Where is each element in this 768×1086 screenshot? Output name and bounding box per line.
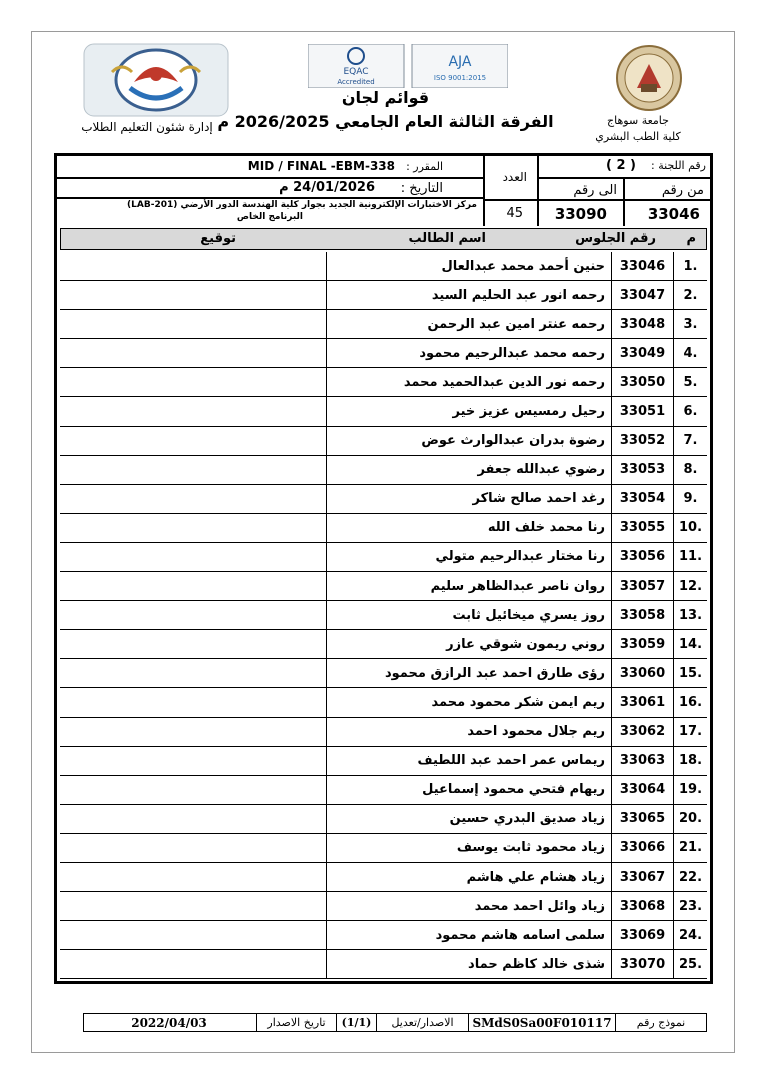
student-rows <box>60 252 707 979</box>
student-name: روان ناصر عبدالظاهر سليم <box>326 572 611 600</box>
row-number: .6 <box>673 397 707 425</box>
signature-cell <box>60 397 326 425</box>
seat-number: 33046 <box>611 252 673 280</box>
student-name: زياد هشام علي هاشم <box>326 863 611 891</box>
row-number: .4 <box>673 339 707 367</box>
exam-date: 24/01/2026 م <box>279 180 375 195</box>
form-number: SMdS0Sa00F010117 <box>468 1014 616 1031</box>
from-label-cell: من رقم <box>624 178 710 200</box>
seat-number: 33066 <box>611 834 673 862</box>
seat-number: 33052 <box>611 427 673 455</box>
table-row <box>60 776 707 805</box>
student-name: رحمه نور الدين عبدالحميد محمد <box>326 368 611 396</box>
row-number: .10 <box>673 514 707 542</box>
signature-cell <box>60 747 326 775</box>
row-number: .21 <box>673 834 707 862</box>
to-number-cell: 33090 <box>538 200 624 226</box>
student-name: رضوي عبدالله جعفر <box>326 456 611 484</box>
signature-cell <box>60 543 326 571</box>
table-row <box>60 339 707 368</box>
row-number: .20 <box>673 805 707 833</box>
table-row <box>60 747 707 776</box>
aja-logo-text: AJA <box>448 54 472 70</box>
committee-number-cell: رقم اللجنة : ( 2 ) <box>538 156 710 178</box>
row-number: .22 <box>673 863 707 891</box>
table-row <box>60 718 707 747</box>
row-number: .13 <box>673 601 707 629</box>
count-label-cell: العدد <box>484 156 538 200</box>
student-name: رغد احمد صالح شاكر <box>326 485 611 513</box>
signature-cell <box>60 834 326 862</box>
signature-cell <box>60 456 326 484</box>
version-label: الاصدار/تعديل <box>376 1014 468 1031</box>
version-value: (1/1) <box>336 1014 376 1031</box>
seat-number: 33064 <box>611 776 673 804</box>
seat-number: 33069 <box>611 921 673 949</box>
header-seat: رقم الجلوس <box>575 231 656 246</box>
table-row <box>60 572 707 601</box>
count-value-cell: 45 <box>484 200 538 226</box>
seat-number: 33065 <box>611 805 673 833</box>
course-cell: المقرر : MID / FINAL -EBM-338 <box>57 156 484 178</box>
row-number: .8 <box>673 456 707 484</box>
program-name: البرنامج الخاص <box>236 212 303 222</box>
signature-cell <box>60 659 326 687</box>
seat-number: 33056 <box>611 543 673 571</box>
table-row <box>60 514 707 543</box>
table-row <box>60 281 707 310</box>
seat-number: 33050 <box>611 368 673 396</box>
table-row <box>60 863 707 892</box>
table-row <box>60 310 707 339</box>
seat-number: 33048 <box>611 310 673 338</box>
signature-cell <box>60 339 326 367</box>
student-name: ريهام فتحي محمود إسماعيل <box>326 776 611 804</box>
form-label: نموذج رقم <box>636 1016 686 1029</box>
row-number: .17 <box>673 718 707 746</box>
student-name: رحيل رمسيس عزيز خير <box>326 397 611 425</box>
table-row <box>60 805 707 834</box>
student-name: زياد محمود ثابت يوسف <box>326 834 611 862</box>
row-number: .11 <box>673 543 707 571</box>
seat-number: 33051 <box>611 397 673 425</box>
document-header <box>58 42 713 152</box>
seat-number: 33070 <box>611 950 673 978</box>
page-title: قوائم لجان <box>341 88 430 107</box>
seat-number: 33062 <box>611 718 673 746</box>
table-row <box>60 485 707 514</box>
row-number: .14 <box>673 630 707 658</box>
signature-cell <box>60 427 326 455</box>
student-name: روني ريمون شوقي عازر <box>326 630 611 658</box>
signature-cell <box>60 514 326 542</box>
seat-number: 33055 <box>611 514 673 542</box>
student-name: حنين أحمد محمد عبدالعال <box>326 252 611 280</box>
row-number: .3 <box>673 310 707 338</box>
signature-cell <box>60 310 326 338</box>
signature-cell <box>60 572 326 600</box>
row-number: .18 <box>673 747 707 775</box>
committee-table <box>54 153 713 984</box>
student-name: رنا مختار عبدالرحيم متولي <box>326 543 611 571</box>
table-row <box>60 456 707 485</box>
from-number-cell: 33046 <box>624 200 710 226</box>
faculty-name: كلية الطب البشري <box>595 130 681 143</box>
table-row <box>60 427 707 456</box>
table-row <box>60 688 707 717</box>
student-name: سلمى اسامه هاشم محمود <box>326 921 611 949</box>
signature-cell <box>60 805 326 833</box>
accreditation-logos <box>308 44 508 88</box>
seat-number: 33053 <box>611 456 673 484</box>
row-number: .19 <box>673 776 707 804</box>
seat-number: 33057 <box>611 572 673 600</box>
student-name: زياد وائل احمد محمد <box>326 892 611 920</box>
signature-cell <box>60 863 326 891</box>
signature-cell <box>60 776 326 804</box>
seat-number: 33060 <box>611 659 673 687</box>
signature-cell <box>60 688 326 716</box>
committee-number: ( 2 ) <box>606 158 636 173</box>
seat-number: 33058 <box>611 601 673 629</box>
seat-number: 33059 <box>611 630 673 658</box>
committee-info <box>57 156 710 226</box>
table-row <box>60 543 707 572</box>
table-row <box>60 601 707 630</box>
university-name: جامعة سوهاج <box>607 114 669 127</box>
signature-cell <box>60 921 326 949</box>
student-name: رحمه محمد عبدالرحيم محمود <box>326 339 611 367</box>
to-label-cell: الى رقم <box>538 178 624 200</box>
table-row <box>60 834 707 863</box>
table-row <box>60 630 707 659</box>
seat-number: 33067 <box>611 863 673 891</box>
signature-cell <box>60 630 326 658</box>
row-number: .12 <box>673 572 707 600</box>
row-number: .2 <box>673 281 707 309</box>
table-header <box>60 228 707 250</box>
seat-number: 33063 <box>611 747 673 775</box>
student-name: زياد صديق البدري حسين <box>326 805 611 833</box>
department-caption: إدارة شئون التعليم الطلاب <box>81 120 213 134</box>
exam-location: مركز الاختبارات الإلكترونية الجديد بجوار كلية الهندسة الدور الأرضي (LAB-201) <box>127 200 477 210</box>
signature-cell <box>60 485 326 513</box>
document-footer <box>83 1013 707 1032</box>
row-number: .1 <box>673 252 707 280</box>
svg-text:ISO 9001:2015: ISO 9001:2015 <box>433 74 487 82</box>
seat-number: 33047 <box>611 281 673 309</box>
student-name: رحمه انور عبد الحليم السيد <box>326 281 611 309</box>
table-row <box>60 659 707 688</box>
row-number: .9 <box>673 485 707 513</box>
table-row <box>60 397 707 426</box>
signature-cell <box>60 252 326 280</box>
row-number: .5 <box>673 368 707 396</box>
signature-cell <box>60 601 326 629</box>
student-name: رنا محمد خلف الله <box>326 514 611 542</box>
student-name: شذى خالد كاظم حماد <box>326 950 611 978</box>
student-name: روز يسري ميخائيل ثابت <box>326 601 611 629</box>
signature-cell <box>60 368 326 396</box>
student-name: ريم ايمن شكر محمود محمد <box>326 688 611 716</box>
signature-cell <box>60 892 326 920</box>
date-cell: التاريخ : 24/01/2026 م <box>57 178 484 198</box>
signature-cell <box>60 718 326 746</box>
table-row <box>60 921 707 950</box>
signature-cell <box>60 950 326 978</box>
table-row <box>60 892 707 921</box>
header-num: م <box>686 231 696 246</box>
issue-date: 2022/04/03 <box>131 1015 207 1030</box>
row-number: .25 <box>673 950 707 978</box>
seat-number: 33049 <box>611 339 673 367</box>
student-name: رؤى طارق احمد عبد الرازق محمود <box>326 659 611 687</box>
row-number: .16 <box>673 688 707 716</box>
location-cell <box>57 198 484 226</box>
student-name: ريم جلال محمود احمد <box>326 718 611 746</box>
row-number: .7 <box>673 427 707 455</box>
page-subtitle: الفرقة الثالثة العام الجامعي 2026/2025 م <box>217 112 554 131</box>
row-number: .15 <box>673 659 707 687</box>
eqac-logo-text: EQAC <box>343 67 369 77</box>
seat-number: 33054 <box>611 485 673 513</box>
header-name: اسم الطالب <box>408 231 486 246</box>
table-row <box>60 950 707 979</box>
row-number: .23 <box>673 892 707 920</box>
signature-cell <box>60 281 326 309</box>
table-row <box>60 252 707 281</box>
seat-number: 33068 <box>611 892 673 920</box>
student-name: رضوة بدران عبدالوارث عوض <box>326 427 611 455</box>
issue-date-label: تاريخ الاصدار <box>256 1014 336 1031</box>
header-signature: توقيع <box>200 231 236 246</box>
course-code: MID / FINAL -EBM-338 <box>247 159 395 173</box>
seat-number: 33061 <box>611 688 673 716</box>
student-name: ريماس عمر احمد عبد اللطيف <box>326 747 611 775</box>
row-number: .24 <box>673 921 707 949</box>
table-row <box>60 368 707 397</box>
svg-text:Accredited: Accredited <box>337 78 375 86</box>
student-name: رحمه عنتر امين عبد الرحمن <box>326 310 611 338</box>
